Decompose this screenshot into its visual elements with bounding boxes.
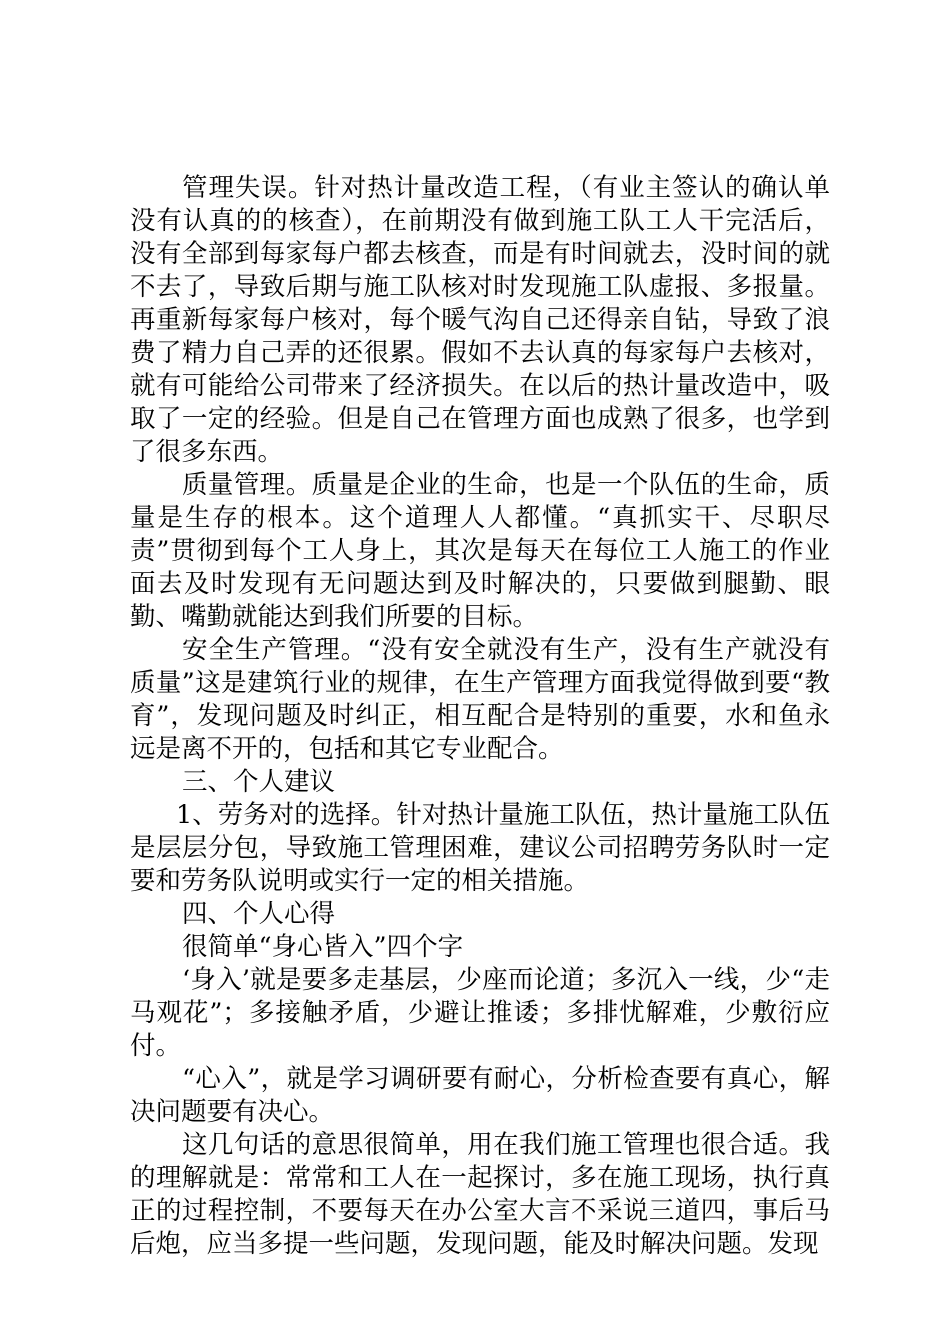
section-heading-personal-insights: 四、个人心得: [182, 899, 336, 929]
paragraph-understanding: 这几句话的意思很简单，用在我们施工管理也很合适。我的理解就是：常常和工人在一起探讨，多在施工现场，执行真正的过程控制，不要每天在办公室大言不采说三道四，事后马后炮，应当多提一些问题，发现问题，能及时解决问题。发现: [130, 1130, 830, 1259]
paragraph-safety-management: 安全生产管理。“没有安全就没有生产，没有生产就没有质量”这是建筑行业的规律，在生产管理方面我觉得做到要“教育”，发现问题及时纠正，相互配合是特别的重要，水和鱼永远是离不开的，包括和其它专业配合。: [130, 635, 830, 764]
paragraph-management-errors: 管理失误。针对热计量改造工程，（有业主签认的确认单没有认真的的核查），在前期没有做到施工队工人干完活后，没有全部到每家每户都去核查，而是有时间就去，没时间的就不去了，导致后期与施工队核对时发现施工队虚报、多报量。再重新每家每户核对，每个暖气沟自己还得亲自钻，导致了浪费了精力自己弄的还很累。假如不去认真的每家每户去核对，就有可能给公司带来了经济损失。在以后的热计量改造中，吸取了一定的经验。但是自己在管理方面也成熟了很多，也学到了很多东西。: [130, 173, 830, 467]
paragraph-heart-involvement: “心入”，就是学习调研要有耐心，分析检查要有真心，解决问题要有决心。: [130, 1064, 830, 1127]
section-heading-personal-suggestions: 三、个人建议: [182, 767, 336, 797]
paragraph-four-characters: 很简单“身心皆入”四个字: [182, 932, 464, 962]
paragraph-body-involvement: ‘身入’就是要多走基层，少座而论道；多沉入一线，少“走马观花”；多接触矛盾，少避让推诿；多排忧解难，少敷衍应付。: [130, 965, 830, 1061]
paragraph-labor-selection: 1、劳务对的选择。针对热计量施工队伍，热计量施工队伍是层层分包，导致施工管理困难，建议公司招聘劳务队时一定要和劳务队说明或实行一定的相关措施。: [130, 800, 830, 896]
document-page: [130, 172, 830, 1261]
paragraph-quality-management: 质量管理。质量是企业的生命，也是一个队伍的生命，质量是生存的根本。这个道理人人都懂。“真抓实干、尽职尽责”贯彻到每个工人身上，其次是每天在每位工人施工的作业面去及时发现有无问题达到及时解决的，只要做到腿勤、眼勤、嘴勤就能达到我们所要的目标。: [130, 470, 830, 632]
